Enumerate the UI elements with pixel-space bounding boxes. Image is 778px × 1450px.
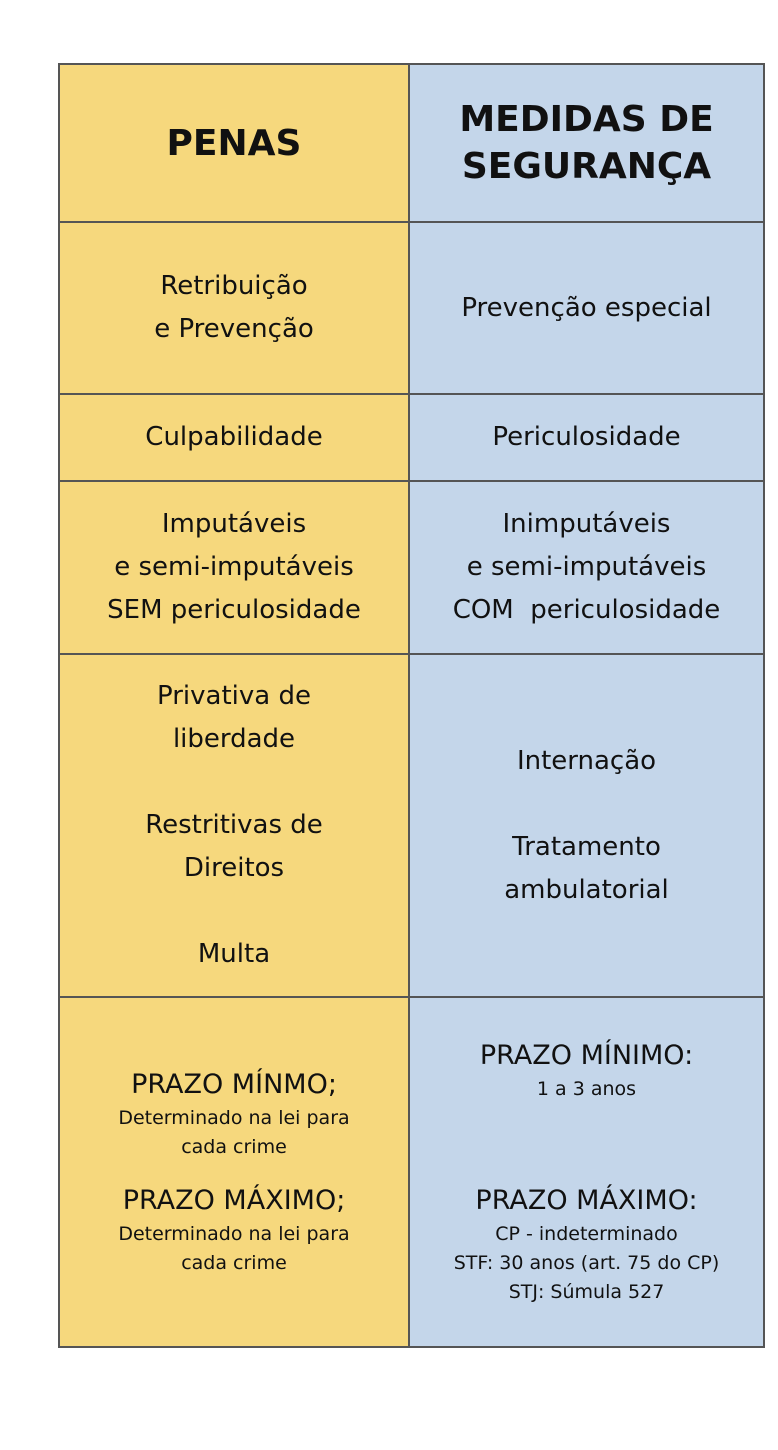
prazo-max-penas-text2: cada crime [181,1252,287,1274]
especies-penas-line3: Restritivas de [145,810,323,840]
prazo-max-medidas-title: PRAZO MÁXIMO: [475,1185,698,1216]
destinatarios-medidas-line1: Inimputáveis [502,509,671,539]
especies-penas-line5: Multa [197,939,271,969]
especies-medidas-line2: Tratamento [512,831,661,862]
prazo-min-penas-title: PRAZO MÍNMO; [131,1069,337,1100]
prazo-min-medidas-title: PRAZO MÍNIMO: [479,1040,694,1071]
header-penas [59,64,409,222]
cell-fundamento-penas [59,222,409,394]
cell-destinatarios-penas [59,481,409,654]
especies-medidas-line1: Internação [516,745,657,776]
row-fundamento [59,222,764,394]
header-medidas-line1: MEDIDAS DE [459,99,714,140]
cell-destinatarios-medidas [409,481,764,654]
prazo-max-penas-text1: Determinado na lei para [118,1223,350,1245]
pressuposto-medidas-text: Periculosidade [492,422,681,452]
row-pressuposto [59,394,764,481]
especies-medidas-line3: ambulatorial [504,874,669,905]
pressuposto-penas-text: Culpabilidade [145,422,323,452]
prazo-max-medidas-text1: CP - indeterminado [495,1223,678,1245]
comparison-table [58,63,765,1348]
row-destinatarios [59,481,764,654]
fundamento-penas-line2: e Prevenção [154,314,314,344]
destinatarios-medidas-line2: e semi-imputáveis [466,552,707,582]
destinatarios-penas-line2: e semi-imputáveis [114,552,354,582]
especies-penas-line2: liberdade [172,724,296,754]
prazo-max-penas-title: PRAZO MÁXIMO; [122,1185,346,1216]
header-medidas [409,64,764,222]
row-prazo [59,997,764,1347]
cell-especies-penas [59,654,409,997]
especies-penas-line4: Direitos [183,853,285,883]
header-row [59,64,764,222]
cell-especies-medidas [409,654,764,997]
cell-fundamento-medidas [409,222,764,394]
destinatarios-penas-line1: Imputáveis [161,509,307,539]
cell-pressuposto-medidas [409,394,764,481]
header-penas-label: PENAS [166,122,302,164]
cell-pressuposto-penas [59,394,409,481]
prazo-min-penas-text2: cada crime [181,1136,287,1158]
cell-prazo-penas [59,997,409,1347]
fundamento-medidas-text: Prevenção especial [461,292,712,323]
especies-penas-line1: Privativa de [157,681,311,711]
prazo-min-penas-text1: Determinado na lei para [118,1107,350,1129]
row-especies [59,654,764,997]
fundamento-penas-line1: Retribuição [160,271,308,301]
destinatarios-medidas-line3: COM periculosidade [452,595,721,625]
prazo-max-medidas-text2: STF: 30 anos (art. 75 do CP) [453,1252,720,1274]
prazo-min-medidas-text: 1 a 3 anos [536,1078,637,1100]
destinatarios-penas-line3: SEM periculosidade [107,595,361,625]
cell-prazo-medidas [409,997,764,1347]
header-medidas-line2: SEGURANÇA [461,146,712,187]
prazo-max-medidas-text3: STJ: Súmula 527 [508,1281,665,1303]
